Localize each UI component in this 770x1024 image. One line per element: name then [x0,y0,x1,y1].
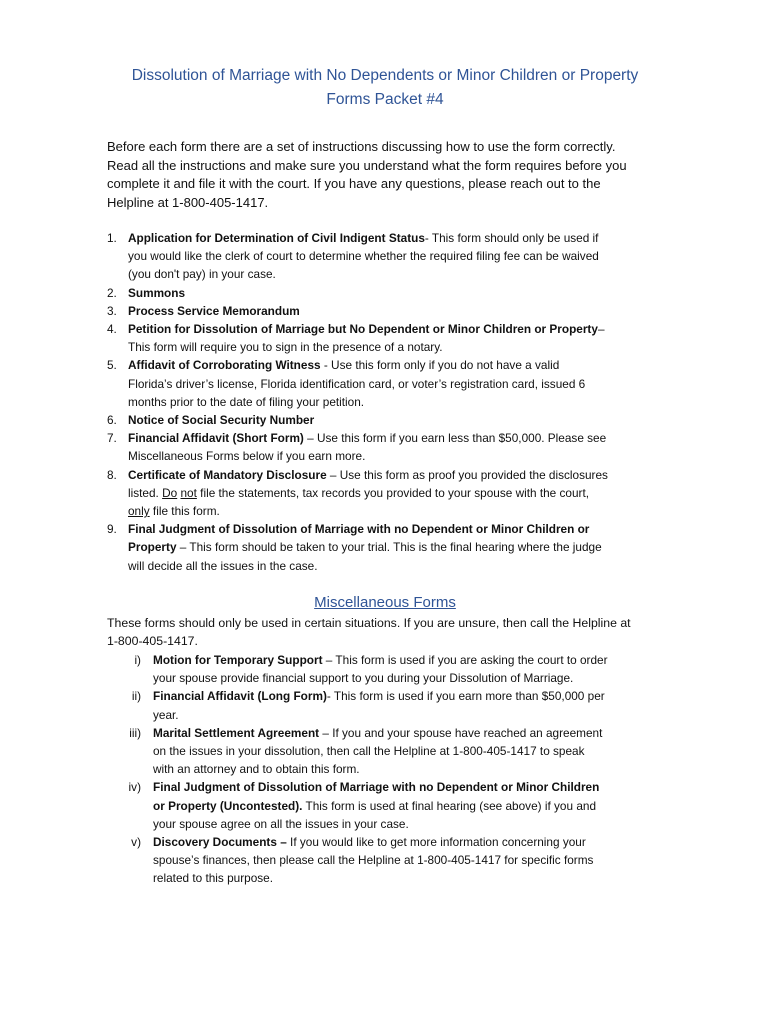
form-name: Marital Settlement Agreement [153,725,320,740]
list-number: 8. [107,467,117,482]
form-name: Motion for Temporary Support [153,653,323,667]
form-description: – Use this form if you earn less than $50,000. Please see [303,431,607,446]
intro-line: Before each form there are a set of instructions discussing how to use the form correctly. [107,139,616,154]
form-name: Certificate of Mandatory Disclosure [128,467,327,482]
form-description-line: will decide all the issues in the case. [128,558,318,573]
list-number: ii) [131,689,141,704]
list-number: 6. [107,413,117,428]
form-description: - Use this form only if you do not have a valid [320,358,560,373]
title-line-1: Dissolution of Marriage with No Dependents or Minor Children or Property [131,67,639,84]
form-description: file the statements, tax records you provided to your spouse with the court, [196,485,590,500]
list-item [107,356,667,411]
form-name: Petition for Dissolution of Marriage but No Dependent or Minor Children or Property [128,322,598,337]
list-number: 9. [107,522,117,537]
list-number: 7. [107,431,117,446]
misc-heading: Miscellaneous Forms [314,594,456,611]
misc-intro [107,614,677,650]
form-description: – If you and your spouse have reached an agreement [319,725,603,740]
list-number: v) [131,835,141,850]
list-item [107,466,667,521]
form-description-line: Florida’s driver’s license, Florida identification card, or voter’s registration card, issued 6 [128,376,586,391]
form-name-cont: Property [128,540,177,555]
list-number: 2. [107,285,117,300]
form-description: – This form should be taken to your trial. This is the final hearing where the judge [176,540,602,555]
list-number: 1. [107,231,117,245]
form-description-line: on the issues in your dissolution, then call the Helpline at 1-800-405-1417 to speak [153,744,585,759]
list-number: 4. [107,322,117,337]
title-line-2: Forms Packet #4 [326,91,444,108]
form-description-line: your spouse provide financial support to you during your Dissolution of Marriage. [153,671,574,686]
form-description: If you would like to get more information concerning your [286,835,586,850]
form-name: Discovery Documents – [153,835,287,850]
emphasis-do: Do [162,485,178,500]
form-name: Summons [128,285,186,300]
list-item [107,411,667,429]
form-name: Final Judgment of Dissolution of Marriage with no Dependent or Minor Children [153,780,600,795]
form-name: Financial Affidavit (Short Form) [128,431,304,446]
form-description-line: This form will require you to sign in the presence of a notary. [128,340,443,355]
form-name: Final Judgment of Dissolution of Marriage with no Dependent or Minor Children or [128,522,590,537]
intro-line: Helpline at 1-800-405-1417. [107,194,269,210]
form-description-line: your spouse agree on all the issues in your case. [153,816,409,831]
intro-paragraph [107,138,667,212]
form-description-line: with an attorney and to obtain this form. [153,762,360,777]
list-item [107,284,667,302]
list-number: 3. [107,303,117,318]
list-item [107,724,677,779]
form-name-cont: or Property (Uncontested). [153,798,303,813]
form-description: file this form. [149,504,220,519]
page-title [60,64,710,112]
misc-forms-list [107,651,677,888]
form-description: listed. [128,485,163,500]
form-name: Notice of Social Security Number [128,413,315,428]
list-item [107,651,677,687]
list-item [107,687,677,723]
form-name: Affidavit of Corroborating Witness [128,358,321,373]
form-description-line: related to this purpose. [153,871,274,886]
list-number: i) [134,653,141,667]
list-number: iii) [129,725,141,740]
form-description: This form is used at final hearing (see above) if you and [302,798,597,813]
list-number: 5. [107,358,117,373]
misc-intro-line: These forms should only be used in certain situations. If you are unsure, then call the Helpline at [107,616,631,630]
list-item [107,320,667,356]
form-name: Process Service Memorandum [128,303,300,318]
forms-list [107,229,667,575]
form-description-line: year. [153,707,179,722]
form-description-line: you would like the clerk of court to determine whether the required filing fee can be waived [128,249,599,264]
form-description: - This form is used if you earn more than $50,000 per [326,689,605,704]
form-description-line: months prior to the date of filing your petition. [128,394,365,409]
list-item [107,778,677,833]
form-description-line: (you don't pay) in your case. [128,267,276,282]
misc-intro-line: 1-800-405-1417. [107,634,198,649]
form-name: Application for Determination of Civil Indigent Status [128,231,425,245]
form-name: Financial Affidavit (Long Form) [153,689,327,704]
form-description-line: Miscellaneous Forms below if you earn more. [128,449,366,464]
list-item [107,520,667,575]
intro-line: complete it and file it with the court. If you have any questions, please reach out to the [107,176,601,191]
list-item [107,833,677,888]
list-item [107,429,667,465]
intro-line: Read all the instructions and make sure you understand what the form requires before you [107,157,627,173]
form-description: – This form is used if you are asking the court to order [322,653,608,667]
form-description: - This form should only be used if [424,231,599,245]
list-item [107,229,667,284]
form-description: – Use this form as proof you provided the disclosures [326,467,608,482]
emphasis-not: not [180,485,197,500]
list-number: iv) [128,780,141,795]
emphasis-only: only [128,504,150,519]
form-description-line: spouse’s finances, then please call the Helpline at 1-800-405-1417 for specific forms [153,853,594,868]
form-description: – [597,322,605,337]
list-item [107,302,667,320]
